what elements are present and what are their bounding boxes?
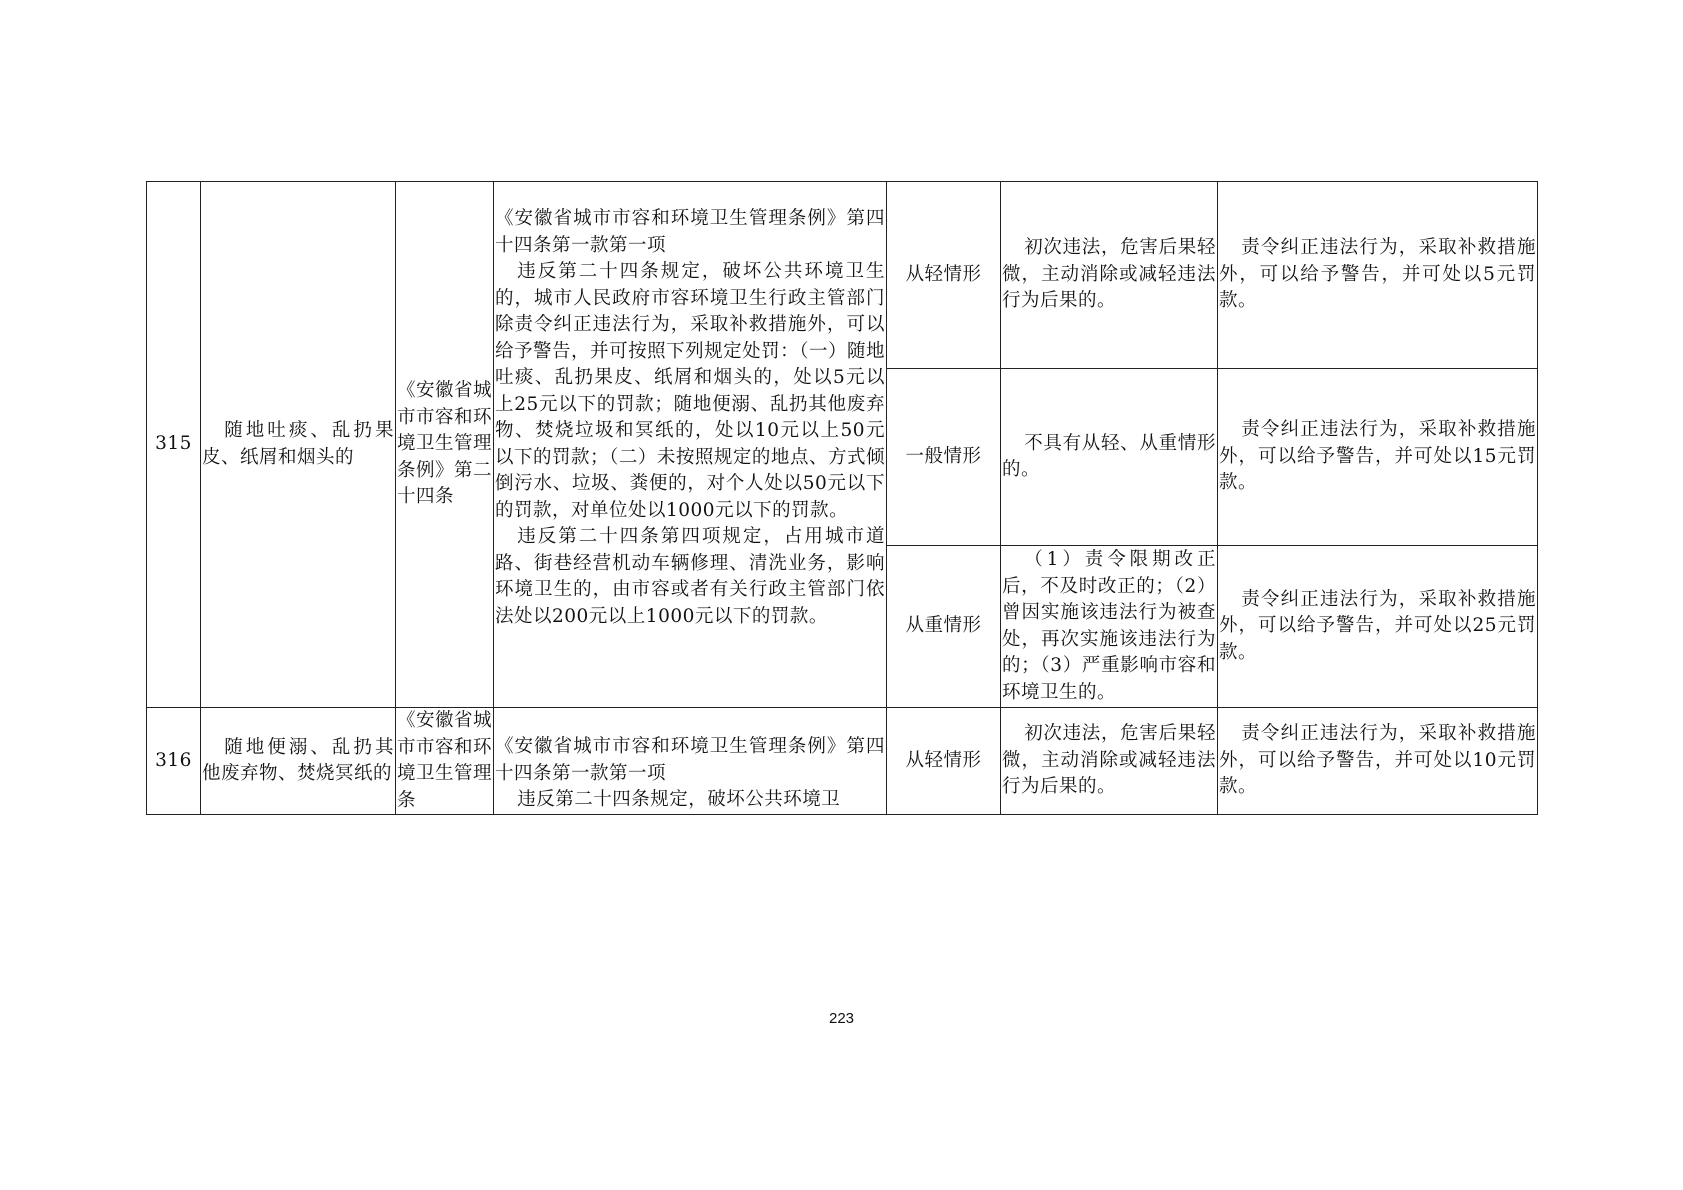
penalty-standard: 责令纠正违法行为，采取补救措施外，可以给予警告，并可处以15元罚款。 bbox=[1218, 369, 1538, 546]
penalty-standards-table bbox=[146, 181, 1538, 815]
discretion-level: 从轻情形 bbox=[887, 182, 1001, 369]
violation-behavior: 随地便溺、乱扔其他废弃物、焚烧冥纸的 bbox=[201, 708, 396, 815]
table-row bbox=[147, 182, 1538, 369]
penalty-basis bbox=[494, 182, 887, 708]
applicable-circumstance: 不具有从轻、从重情形的。 bbox=[1001, 369, 1218, 546]
penalty-standard: 责令纠正违法行为，采取补救措施外，可以给予警告，并可处以5元罚款。 bbox=[1218, 182, 1538, 369]
applicable-circumstance: 初次违法，危害后果轻微，主动消除或减轻违法行为后果的。 bbox=[1001, 182, 1218, 369]
item-number: 316 bbox=[147, 708, 201, 815]
penalty-basis-paragraph: 违反第二十四条规定，破坏公共环境卫生的，城市人民政府市容环境卫生行政主管部门除责令纠正违法行为，采取补救措施外，可以给予警告，并可按照下列规定处罚：（一）随地吐痰、乱扔果皮、纸屑和烟头的，处以5元以上25元以下的罚款；随地便溺、乱扔其他废弃物、焚烧垃圾和冥纸的，处以10元以上50元以下的罚款；（二）未按照规定的地点、方式倾倒污水、垃圾、粪便的，对个人处以50元以下的罚款，对单位处以1000元以下的罚款。 bbox=[495, 261, 885, 521]
penalty-basis-paragraph: 违反第二十四条第四项规定，占用城市道路、街巷经营机动车辆修理、清洗业务，影响环境卫生的，由市容或者有关行政主管部门依法处以200元以上1000元以下的罚款。 bbox=[495, 526, 885, 627]
penalty-basis-heading: 《安徽省城市市容和环境卫生管理条例》第四十四条第一款第一项 bbox=[495, 736, 885, 784]
table-row bbox=[147, 708, 1538, 815]
violation-basis: 《安徽省城市市容和环境卫生管理条例》第二十四条 bbox=[396, 182, 494, 708]
discretion-level: 从重情形 bbox=[887, 546, 1001, 708]
discretion-level: 从轻情形 bbox=[887, 708, 1001, 815]
penalty-basis bbox=[494, 708, 887, 815]
penalty-standard: 责令纠正违法行为，采取补救措施外，可以给予警告，并可处以25元罚款。 bbox=[1218, 546, 1538, 708]
item-number: 315 bbox=[147, 182, 201, 708]
violation-basis: 《安徽省城市市容和环境卫生管理条 bbox=[396, 708, 494, 815]
violation-behavior: 随地吐痰、乱扔果皮、纸屑和烟头的 bbox=[201, 182, 396, 708]
page-number: 223 bbox=[828, 1010, 855, 1027]
penalty-basis-heading: 《安徽省城市市容和环境卫生管理条例》第四十四条第一款第一项 bbox=[495, 208, 885, 256]
applicable-circumstance: 初次违法，危害后果轻微，主动消除或减轻违法行为后果的。 bbox=[1001, 708, 1218, 815]
penalty-standard: 责令纠正违法行为，采取补救措施外，可以给予警告，并可处以10元罚款。 bbox=[1218, 708, 1538, 815]
applicable-circumstance: （1）责令限期改正后，不及时改正的；（2）曾因实施该违法行为被查处，再次实施该违法行为的；（3）严重影响市容和环境卫生的。 bbox=[1001, 546, 1218, 708]
discretion-level: 一般情形 bbox=[887, 369, 1001, 546]
penalty-basis-paragraph: 违反第二十四条规定，破坏公共环境卫 bbox=[517, 789, 841, 810]
